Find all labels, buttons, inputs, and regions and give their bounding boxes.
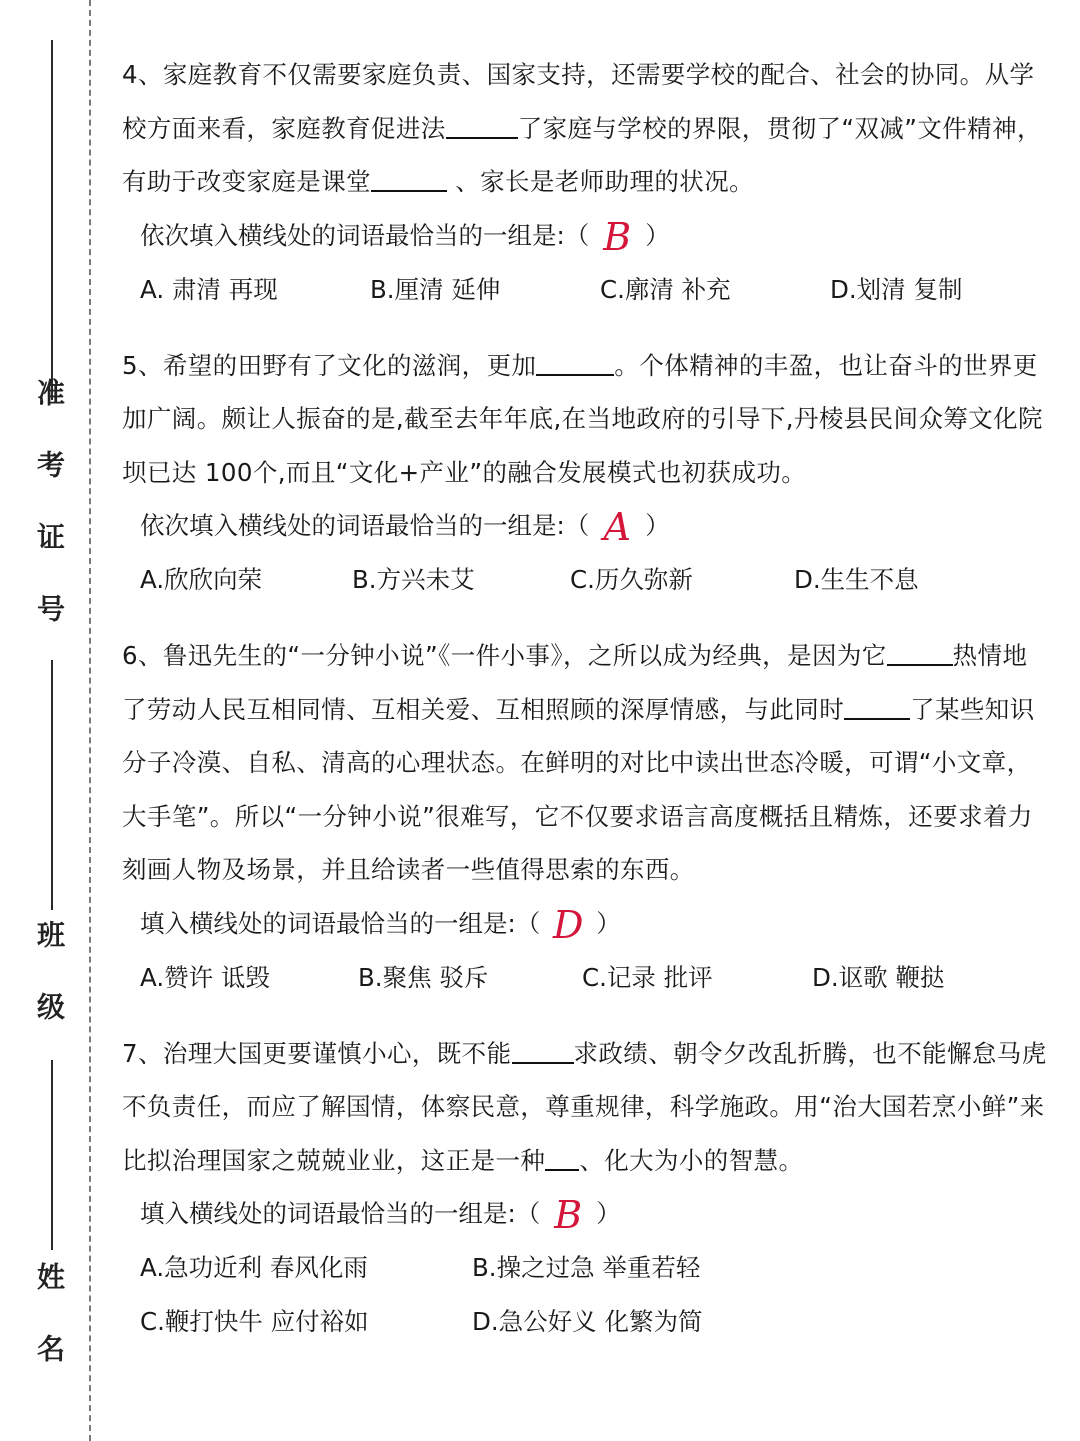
fill-blank[interactable] [446, 112, 518, 139]
answer-prompt: 依次填入横线处的词语最恰当的一组是:（ A ） [140, 505, 670, 549]
question-stem: 7、治理大国更要谨慎小心，既不能 求政绩、朝令夕改乱折腾，也不能懈怠马虎不负责任，而应了解国情，体察民意，尊重规律，科学施政。用“治大国若烹小鲜”来比拟治理国家之兢兢业业，这正是一种 、化大为小的智慧。 [122, 1038, 1047, 1175]
fill-blank[interactable] [545, 1144, 579, 1171]
question-6 [122, 629, 1050, 1005]
question-stem: 4、家庭教育不仅需要家庭负责、国家支持，还需要学校的配合、社会的协同。从学校方面来看，家庭教育促进法 了家庭与学校的界限，贯彻了“双减”文件精神，有助于改变家庭是课堂 、家长是老师助理的状况。 [122, 60, 1042, 196]
fill-blank[interactable] [512, 1037, 574, 1064]
question-stem: 6、鲁迅先生的“一分钟小说”《一件小事》，之所以成为经典，是因为它 热情地了劳动人民互相同情、互相关爱、互相照顾的深厚情感，与此同时 了某些知识分子冷漠、自私、清高的心理状态。在鲜明的对比中读出世态冷暖，可谓“小文章，大手笔”。所以“一分钟小说”很难写，它不仅要求语言高度概括且精炼，还要求着力刻画人物及场景，并且给读者一些值得思索的东西。 [122, 641, 1035, 884]
question-7 [122, 1027, 1050, 1350]
option-d[interactable]: D.划清 复制 [830, 274, 963, 304]
option-a[interactable]: A. 肃清 再现 [140, 274, 278, 304]
question-stem: 5、希望的田野有了文化的滋润，更加 。个体精神的丰盈，也让奋斗的世界更加广阔。颇让人振奋的是,截至去年年底,在当地政府的引导下,丹棱县民间众筹文化院坝已达 100个,而且“文化+产业”的融合发展模式也初获成功。 [122, 350, 1043, 487]
option-b[interactable]: B.方兴未艾 [352, 565, 475, 594]
name-line [51, 1060, 53, 1250]
exam-number-label: 准考证号 [33, 378, 66, 666]
option-d[interactable]: D.讴歌 鞭挞 [812, 962, 945, 992]
option-c[interactable]: C.历久弥新 [570, 565, 693, 594]
fill-blank[interactable] [844, 693, 910, 720]
answer-prompt: 填入横线处的词语最恰当的一组是:（ B ） [140, 1193, 621, 1237]
handwritten-answer: B [603, 214, 632, 259]
question-list [122, 48, 1050, 1371]
answer-options [140, 553, 1050, 607]
binding-margin [0, 0, 92, 1441]
class-line [51, 660, 53, 910]
fill-blank[interactable] [371, 166, 447, 193]
handwritten-answer: B [554, 1193, 583, 1237]
option-b[interactable]: B.操之过急 举重若轻 [472, 1253, 701, 1282]
answer-options [140, 1295, 1050, 1349]
option-d[interactable]: D.生生不息 [794, 565, 919, 594]
answer-options [140, 263, 1050, 317]
exam-number-line [51, 40, 53, 400]
answer-prompt: 依次填入横线处的词语最恰当的一组是:（ B ） [140, 214, 670, 259]
option-c[interactable]: C.鞭打快牛 应付裕如 [140, 1307, 369, 1336]
question-5 [122, 339, 1050, 608]
fill-blank[interactable] [536, 349, 614, 376]
class-label: 班级 [33, 920, 66, 1064]
handwritten-answer: A [603, 505, 631, 549]
fold-line [89, 0, 91, 1441]
option-b[interactable]: B.聚焦 驳斥 [358, 962, 489, 992]
option-a[interactable]: A.赞许 诋毁 [140, 962, 270, 992]
answer-options [140, 951, 1050, 1005]
option-b[interactable]: B.厘清 延伸 [370, 274, 501, 304]
question-4 [122, 48, 1050, 317]
handwritten-answer: D [553, 902, 584, 947]
fill-blank[interactable] [887, 640, 953, 667]
option-a[interactable]: A.急功近利 春风化雨 [140, 1253, 368, 1282]
answer-options [140, 1241, 1050, 1295]
option-a[interactable]: A.欣欣向荣 [140, 565, 263, 594]
name-label: 姓名 [33, 1262, 66, 1406]
option-d[interactable]: D.急公好义 化繁为简 [472, 1307, 703, 1336]
option-c[interactable]: C.廓清 补充 [600, 274, 731, 304]
option-c[interactable]: C.记录 批评 [582, 962, 713, 992]
answer-prompt: 填入横线处的词语最恰当的一组是:（ D ） [140, 902, 621, 947]
